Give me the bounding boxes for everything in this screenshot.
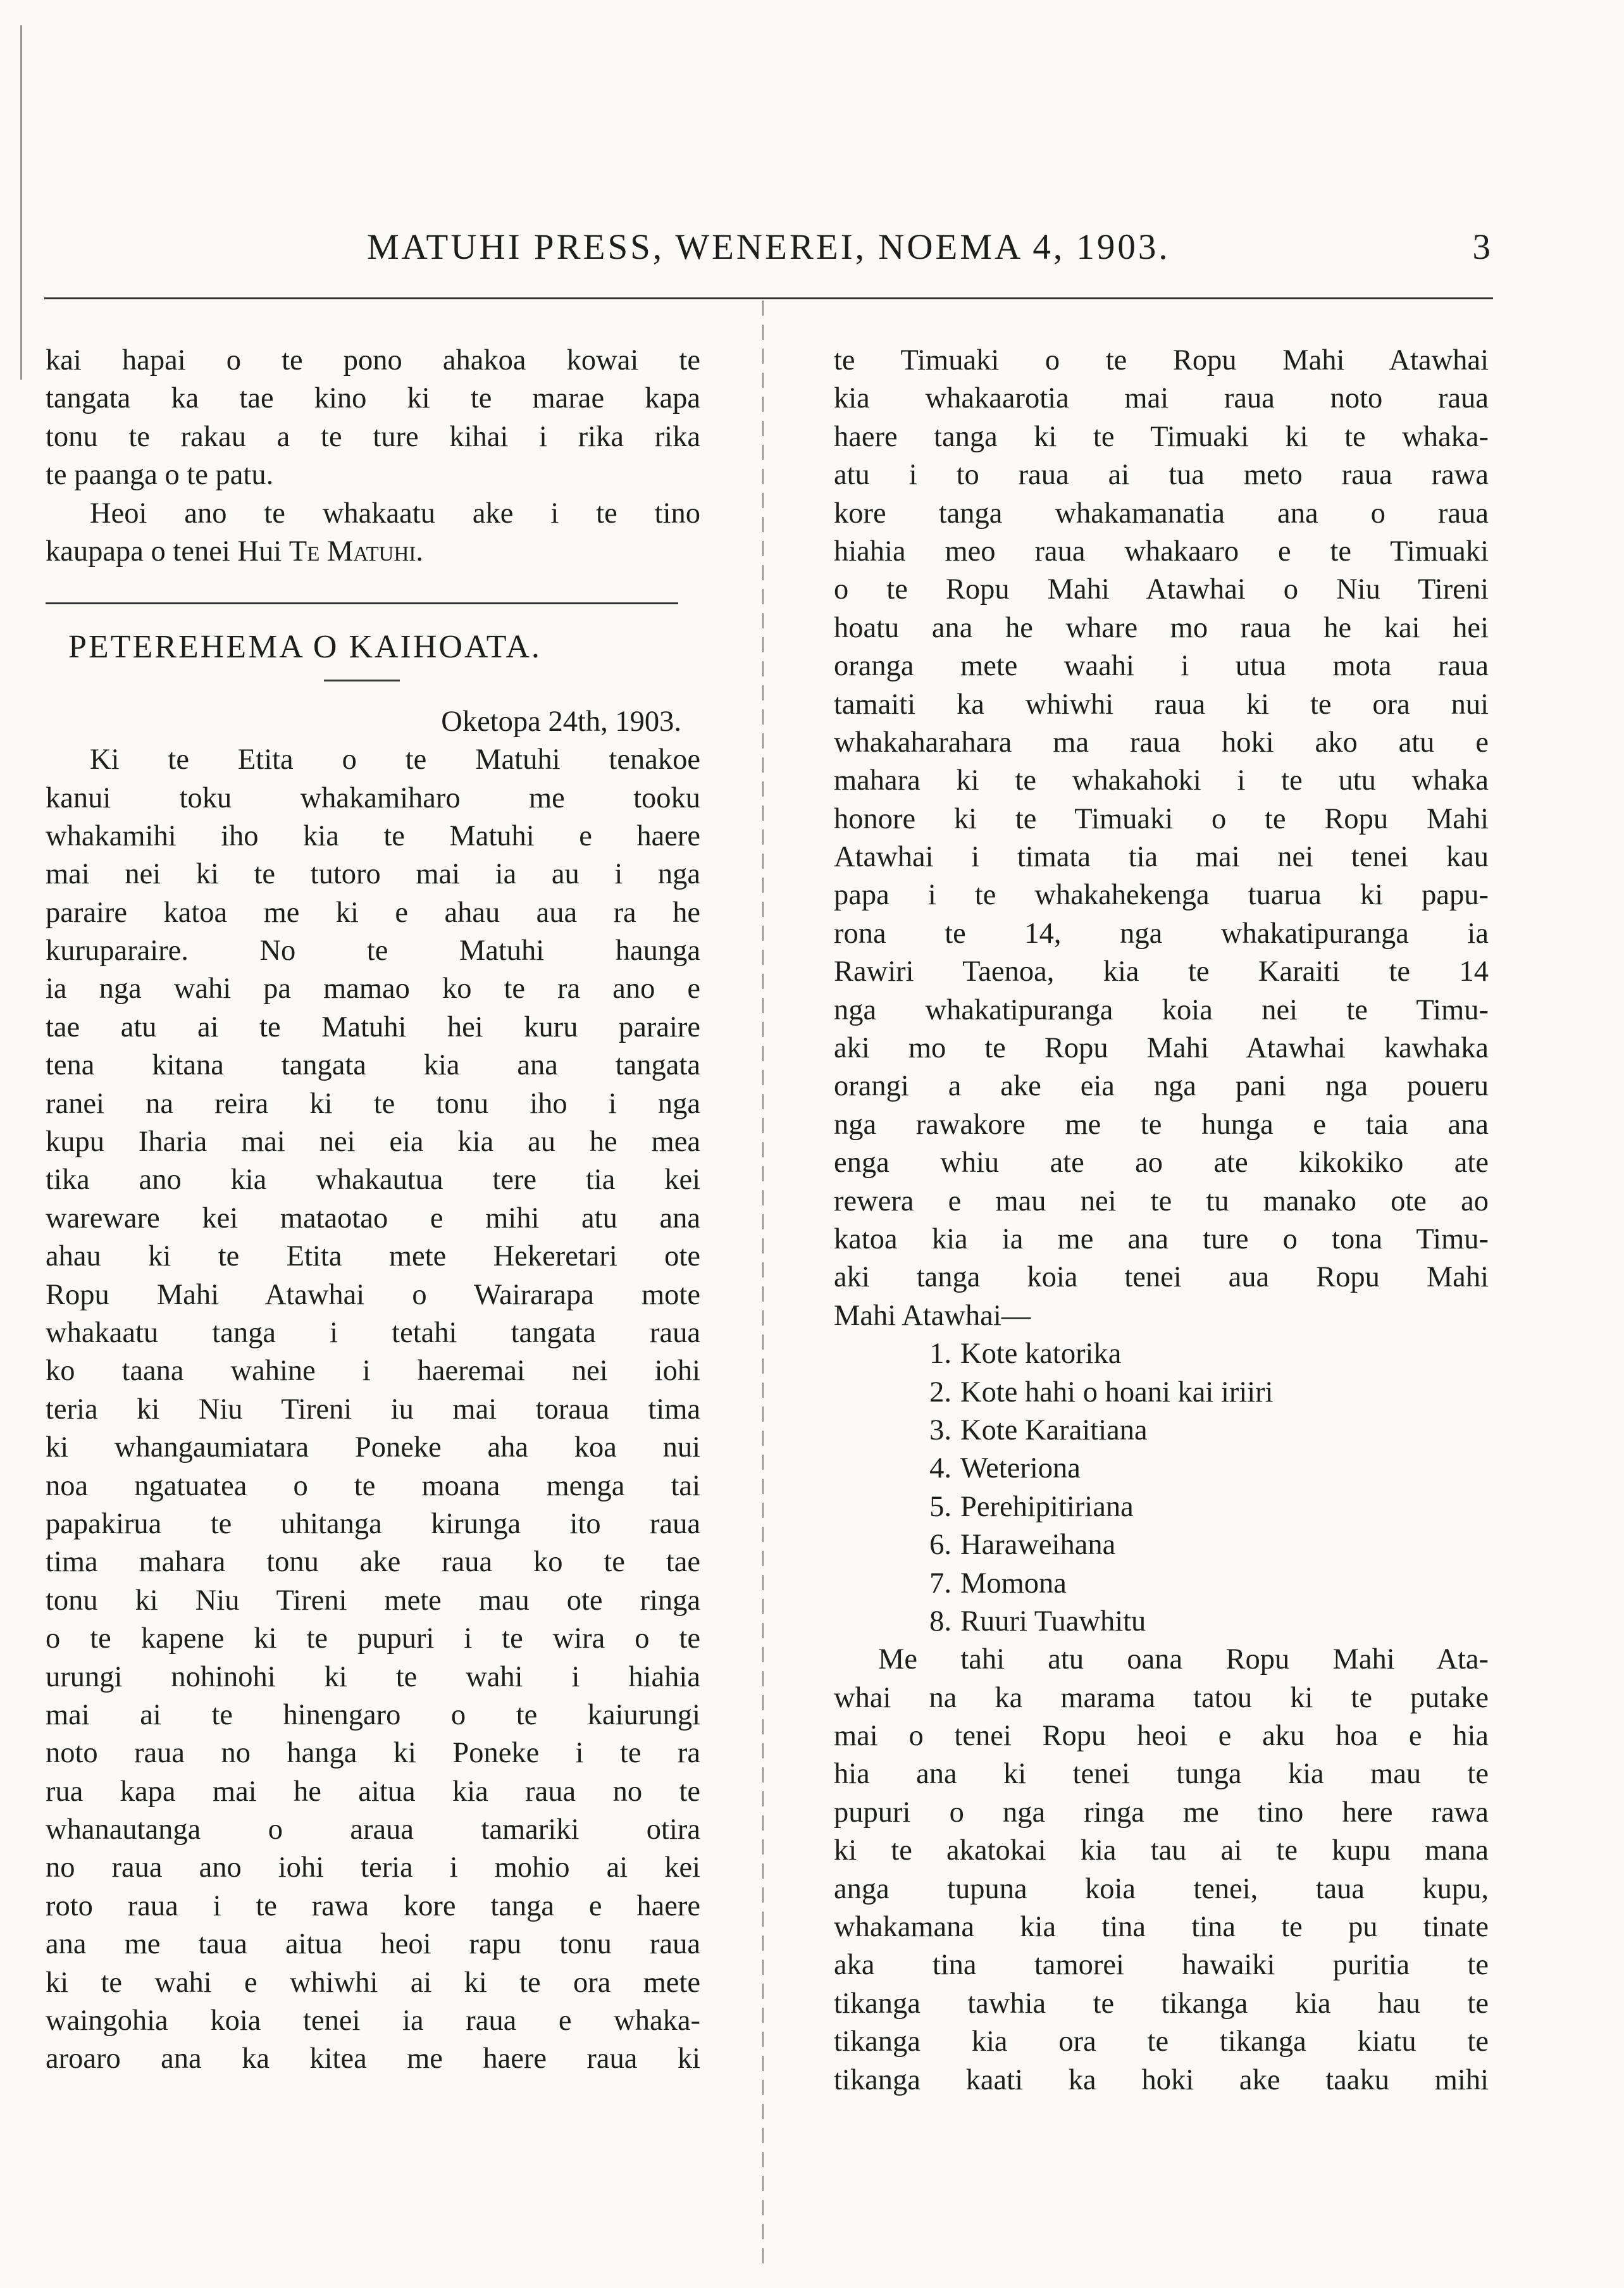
text-line: tikanga kia ora te tikanga kiatu te <box>834 2025 1489 2058</box>
list-item <box>834 1450 1489 1488</box>
text-line: mai nei ki te tutoro mai ia au i nga <box>46 858 700 891</box>
list-item-text: Kote Karaitiana <box>960 1414 1148 1446</box>
title-dash <box>324 680 400 681</box>
text-line: hiahia meo raua whakaaro e te Timuaki <box>834 535 1489 568</box>
letter-date: Oketopa 24th, 1903. <box>441 705 681 738</box>
list-item-number: 6. <box>929 1529 951 1562</box>
text-line: mai ai te hinengaro o te kaiurungi <box>46 1698 700 1731</box>
text-line: rona te 14, nga whakatipuranga ia <box>834 917 1489 950</box>
text-line: whakamihi iho kia te Matuhi e haere <box>46 819 700 852</box>
list-item <box>834 1526 1489 1564</box>
text-line: rewera e mau nei te tu manako ote ao <box>834 1184 1489 1217</box>
text-line: no raua ano iohi teria i mohio ai kei <box>46 1851 700 1884</box>
text-line: Me tahi atu oana Ropu Mahi Ata- <box>878 1643 1489 1676</box>
text-line: oranga mete waahi i utua mota raua <box>834 650 1489 683</box>
text-line: kupu Iharia mai nei eia kia au he mea <box>46 1126 700 1159</box>
page-number: 3 <box>1472 227 1493 267</box>
text-line: whakamana kia tina tina te pu tinate <box>834 1911 1489 1944</box>
list-item-number: 5. <box>929 1490 951 1523</box>
text-line: tima mahara tonu ake raua ko te tae <box>46 1546 700 1579</box>
text-line: whai na ka marama tatou ki te putake <box>834 1681 1489 1714</box>
text-line: aki mo te Ropu Mahi Atawhai kawhaka <box>834 1032 1489 1065</box>
list-item-number: 2. <box>929 1376 951 1408</box>
text-line: Atawhai i timata tia mai nei tenei kau <box>834 841 1489 874</box>
closing-line-1: Heoi ano te whakaatu ake i te tino <box>90 497 700 530</box>
list-item <box>834 1374 1489 1412</box>
text-line: nga rawakore me te hunga e taia ana <box>834 1108 1489 1141</box>
text-line: wareware kei mataotao e mihi atu ana <box>46 1202 700 1234</box>
text-line: te paanga o te patu. <box>46 459 274 492</box>
scan-edge-line <box>20 25 22 380</box>
list-item <box>834 1335 1489 1373</box>
header-rule <box>44 297 1493 299</box>
text-line: tena kitana tangata kia ana tangata <box>46 1049 700 1082</box>
text-line: ki te wahi e whiwhi ai ki te ora mete <box>46 1966 700 1999</box>
text-line: o te kapene ki te pupuri i te wira o te <box>46 1622 700 1655</box>
list-item-text: Perehipitiriana <box>960 1490 1134 1523</box>
list-item-number: 7. <box>929 1567 951 1600</box>
text-line: ahau ki te Etita mete Hekeretari ote <box>46 1240 700 1273</box>
text-line: whakaatu tanga i tetahi tangata raua <box>46 1317 700 1349</box>
list-item-text: Haraweihana <box>960 1529 1116 1562</box>
text-line: waingohia koia tenei ia raua e whaka- <box>46 2005 700 2037</box>
text-line: kia whakaarotia mai raua noto raua <box>834 382 1489 415</box>
text-line: haere tanga ki te Timuaki ki te whaka- <box>834 420 1489 453</box>
text-line: atu i to raua ai tua meto raua rawa <box>834 459 1489 492</box>
text-line: Ki te Etita o te Matuhi tenakoe <box>90 743 700 776</box>
text-line: paraire katoa me ki e ahau aua ra he <box>46 896 700 929</box>
text-line: o te Ropu Mahi Atawhai o Niu Tireni <box>834 573 1489 606</box>
list-item-number: 1. <box>929 1338 951 1371</box>
text-line: kai hapai o te pono ahakoa kowai te <box>46 344 700 376</box>
text-line: noa ngatuatea o te moana menga tai <box>46 1469 700 1502</box>
closing-line-2-prefix: kaupapa o tenei Hui <box>46 535 289 568</box>
text-line: katoa kia ia me ana ture o tona Timu- <box>834 1222 1489 1255</box>
text-line: whakaharahara ma raua hoki ako atu e <box>834 726 1489 759</box>
closing-line-2 <box>46 533 700 571</box>
text-line: aka tina tamorei hawaiki puritia te <box>834 1949 1489 1982</box>
text-line: anga tupuna koia tenei, taua kupu, <box>834 1872 1489 1905</box>
list-item <box>834 1565 1489 1603</box>
text-line: honore ki te Timuaki o te Ropu Mahi <box>834 802 1489 835</box>
text-line: noto raua no hanga ki Poneke i te ra <box>46 1737 700 1770</box>
text-line: pupuri o nga ringa me tino here rawa <box>834 1796 1489 1829</box>
text-line: te Timuaki o te Ropu Mahi Atawhai <box>834 344 1489 376</box>
text-line: kuruparaire. No te Matuhi haunga <box>46 935 700 967</box>
intro-paragraph <box>46 342 700 495</box>
text-line: tangata ka tae kino ki te marae kapa <box>46 382 700 415</box>
text-line: roto raua i te rawa kore tanga e haere <box>46 1889 700 1922</box>
text-line: teria ki Niu Tireni iu mai toraua tima <box>46 1393 700 1426</box>
text-line: papakirua te uhitanga kirunga ito raua <box>46 1507 700 1540</box>
text-line: enga whiu ate ao ate kikokiko ate <box>834 1147 1489 1179</box>
list-item-number: 8. <box>929 1605 951 1638</box>
list-item <box>834 1488 1489 1526</box>
text-line: rua kapa mai he aitua kia raua no te <box>46 1775 700 1808</box>
section-title: PETEREHEMA O KAIHOATA. <box>68 629 542 666</box>
text-line: tika ano kia whakautua tere tia kei <box>46 1164 700 1197</box>
letter-body <box>46 741 700 2079</box>
text-line: hia ana ki tenei tunga kia mau te <box>834 1758 1489 1791</box>
text-line: nga whakatipuranga koia nei te Timu- <box>834 993 1489 1026</box>
list-item-text: Weteriona <box>960 1452 1081 1485</box>
text-line: urungi nohinohi ki te wahi i hiahia <box>46 1660 700 1693</box>
text-line: mai o tenei Ropu heoi e aku hoa e hia <box>834 1720 1489 1753</box>
left-column <box>46 342 700 2079</box>
text-line: whanautanga o araua tamariki otira <box>46 1813 700 1846</box>
list-item <box>834 1412 1489 1450</box>
text-line: tonu te rakau a te ture kihai i rika rika <box>46 420 700 453</box>
list-item-text: Ruuri Tuawhitu <box>960 1605 1146 1638</box>
text-line: ki te akatokai kia tau ai te kupu mana <box>834 1834 1489 1867</box>
list-item-number: 3. <box>929 1414 951 1446</box>
closing-paragraph <box>834 1641 1489 2099</box>
publication-name: Te Matuhi. <box>288 535 423 568</box>
list-item-text: Kote katorika <box>960 1338 1122 1371</box>
denomination-list <box>834 1335 1489 1641</box>
text-line: aroaro ana ka kitea me haere raua ki <box>46 2042 700 2075</box>
text-line: ki whangaumiatara Poneke aha koa nui <box>46 1431 700 1464</box>
list-item-text: Momona <box>960 1567 1067 1600</box>
text-line: kore tanga whakamanatia ana o raua <box>834 497 1489 530</box>
list-item <box>834 1603 1489 1641</box>
text-line: tae atu ai te Matuhi hei kuru paraire <box>46 1010 700 1043</box>
text-line: tikanga tawhia te tikanga kia hau te <box>834 1987 1489 2020</box>
text-line: Ropu Mahi Atawhai o Wairarapa mote <box>46 1278 700 1311</box>
text-line: tamaiti ka whiwhi raua ki te ora nui <box>834 688 1489 721</box>
text-line: hoatu ana he whare mo raua he kai hei <box>834 611 1489 644</box>
column-divider <box>762 301 764 2268</box>
text-line: ranei na reira ki te tonu iho i nga <box>46 1087 700 1120</box>
text-line: papa i te whakahekenga tuarua ki papu- <box>834 879 1489 912</box>
right-column <box>834 342 1489 2099</box>
text-line: ia nga wahi pa mamao ko te ra ano e <box>46 973 700 1005</box>
text-line: aki tanga koia tenei aua Ropu Mahi <box>834 1261 1489 1294</box>
letter-continuation <box>834 342 1489 1335</box>
list-item-number: 4. <box>929 1452 951 1485</box>
text-line: ko taana wahine i haeremai nei iohi <box>46 1355 700 1388</box>
text-line: Mahi Atawhai— <box>834 1299 1031 1332</box>
text-line: tonu ki Niu Tireni mete mau ote ringa <box>46 1584 700 1617</box>
text-line: ana me taua aitua heoi rapu tonu raua <box>46 1928 700 1961</box>
section-rule <box>46 602 678 604</box>
text-line: mahara ki te whakahoki i te utu whaka <box>834 764 1489 797</box>
text-line: Rawiri Taenoa, kia te Karaiti te 14 <box>834 955 1489 988</box>
text-line: tikanga kaati ka hoki ake taaku mihi <box>834 2063 1489 2096</box>
text-line: kanui toku whakamiharo me tooku <box>46 781 700 814</box>
masthead-title: MATUHI PRESS, WENEREI, NOEMA 4, 1903. <box>367 227 1170 267</box>
text-line: orangi a ake eia nga pani nga poueru <box>834 1070 1489 1103</box>
list-item-text: Kote hahi o hoani kai iriiri <box>960 1376 1274 1408</box>
page-header <box>44 227 1493 277</box>
